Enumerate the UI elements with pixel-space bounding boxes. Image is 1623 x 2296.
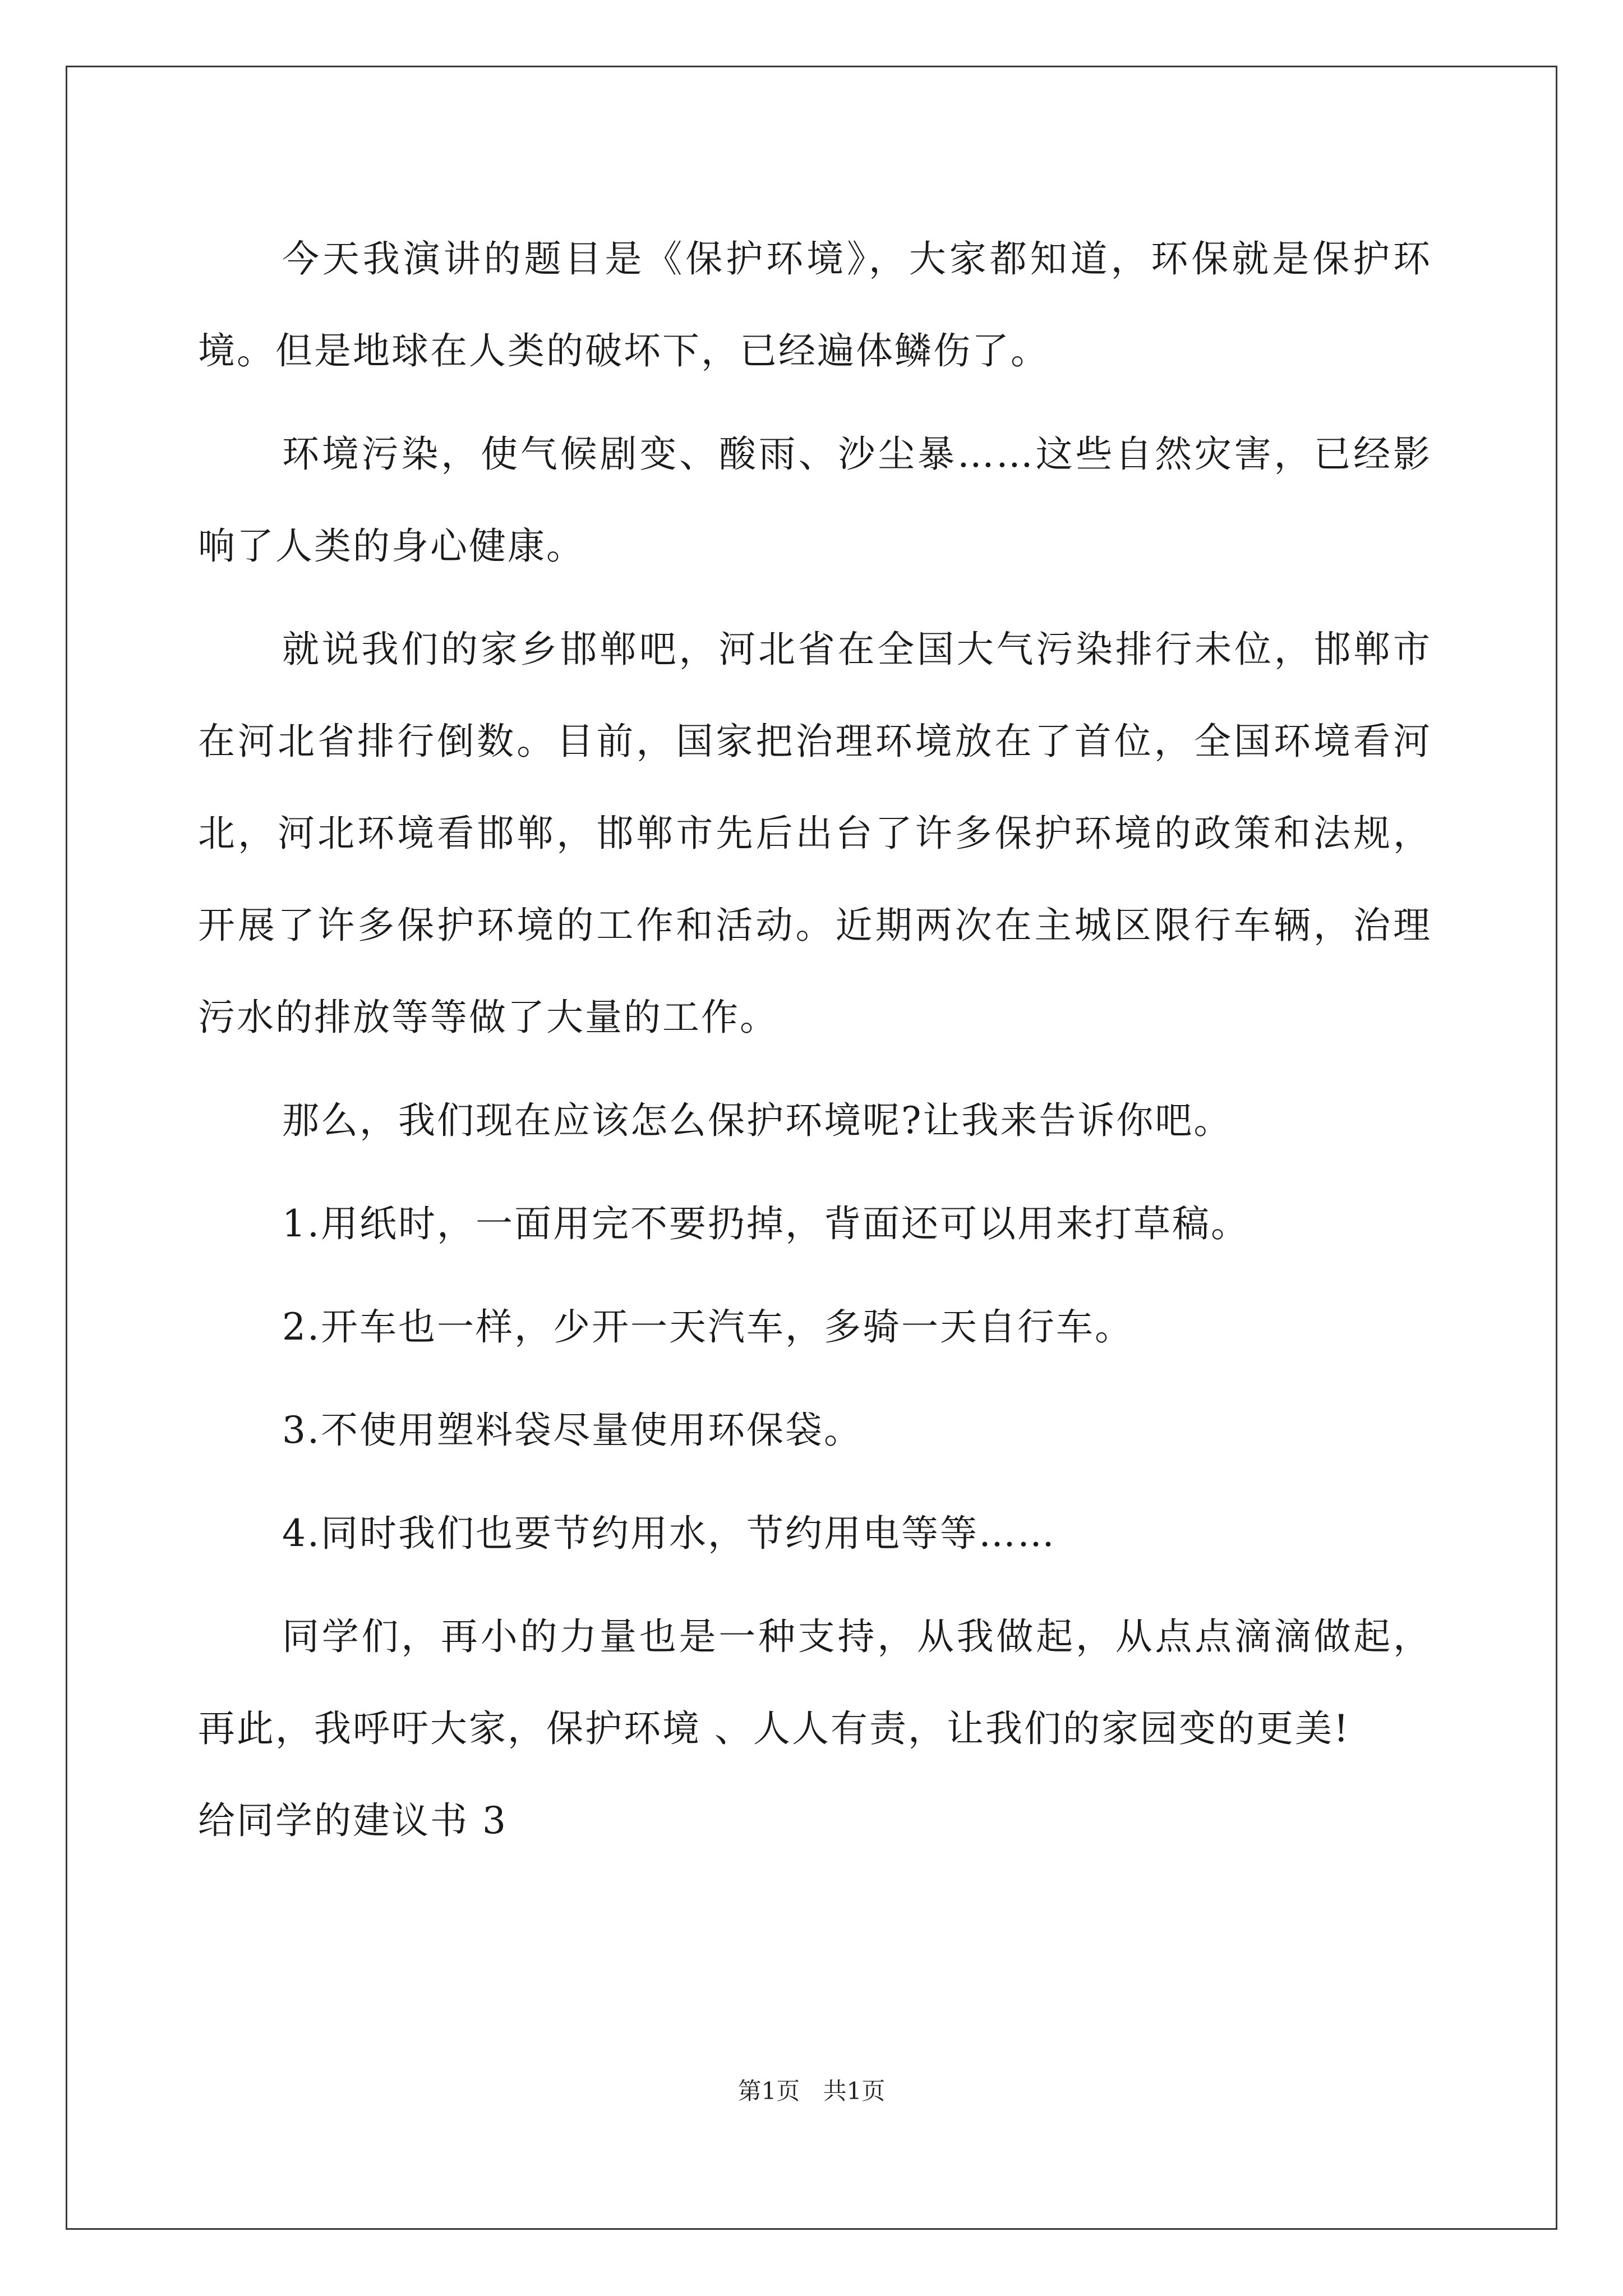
next-section-heading: 给同学的建议书 3 — [198, 1799, 508, 1842]
list-item-2: 2.开车也一样，少开一天汽车，多骑一天自行车。 — [282, 1305, 1133, 1349]
paragraph-pollution: 环境污染，使气候剧变、酸雨、沙尘暴……这些自然灾害，已经影响了人类的身心健康。 — [198, 432, 1432, 568]
page-number-total: 共1页 — [823, 2077, 886, 2105]
page-number-current: 第1页 — [737, 2077, 800, 2105]
page-footer — [0, 2073, 1623, 2106]
list-item-3: 3.不使用塑料袋尽量使用环保袋。 — [282, 1409, 863, 1452]
paragraph-question: 那么，我们现在应该怎么保护环境呢?让我来告诉你吧。 — [282, 1099, 1233, 1142]
paragraph-closing: 同学们，再小的力量也是一种支持，从我做起，从点点滴滴做起，再此，我呼吁大家，保护环境 、人人有责，让我们的家园变的更美! — [198, 1615, 1432, 1750]
list-item-1: 1.用纸时，一面用完不要扔掉，背面还可以用来打草稿。 — [282, 1202, 1249, 1245]
paragraph-intro: 今天我演讲的题目是《保护环境》，大家都知道，环保就是保护环境。但是地球在人类的破坏下，已经遍体鳞伤了。 — [198, 237, 1432, 372]
paragraph-handan: 就说我们的家乡邯郸吧，河北省在全国大气污染排行未位，邯郸市在河北省排行倒数。目前，国家把治理环境放在了首位，全国环境看河北，河北环境看邯郸，邯郸市先后出台了许多保护环境的政策和法规，开展了许多保护环境的工作和活动。近期两次在主城区限行车辆，治理污水的排放等等做了大量的工作。 — [198, 628, 1432, 1039]
list-item-4: 4.同时我们也要节约用水，节约用电等等…… — [282, 1512, 1056, 1555]
document-body — [198, 213, 1432, 1867]
